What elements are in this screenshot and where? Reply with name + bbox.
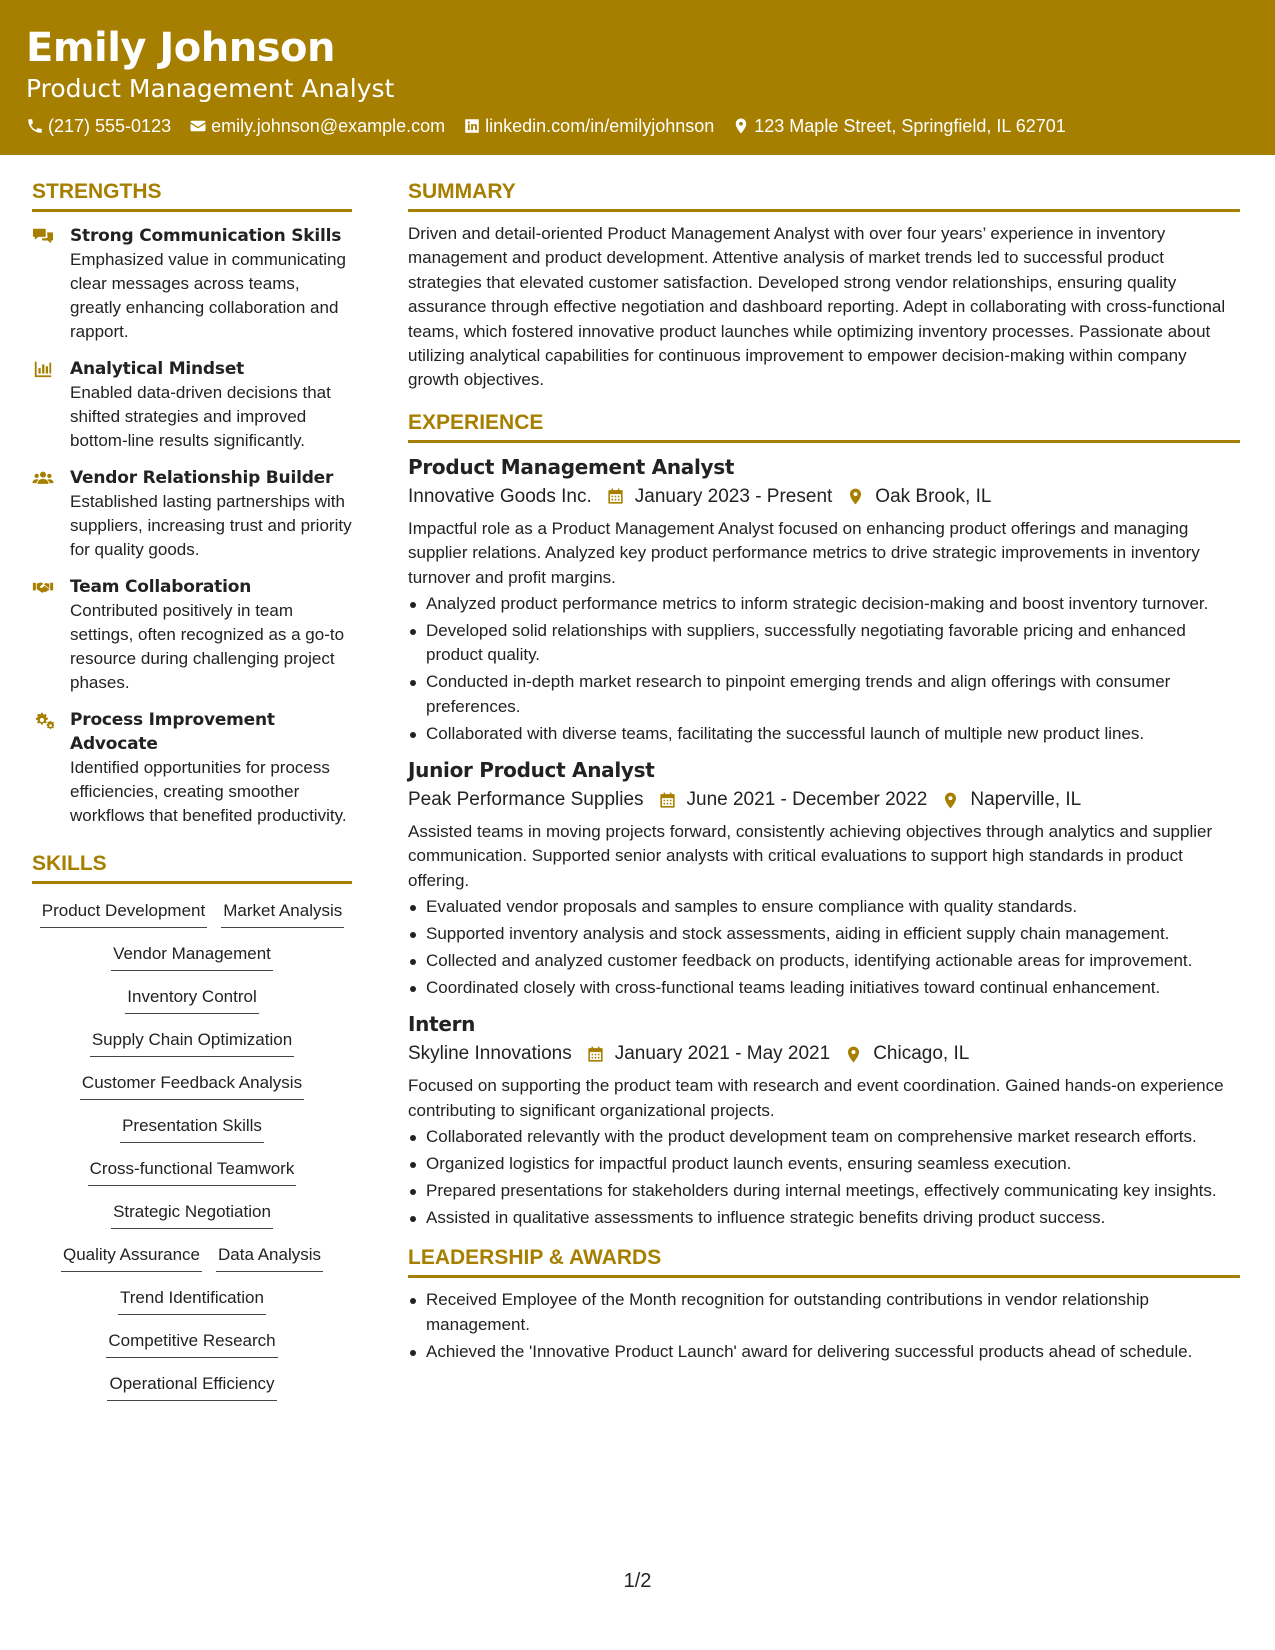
handshake-icon xyxy=(32,577,54,597)
skill-tag: Strategic Negotiation xyxy=(111,1200,273,1229)
chart-icon xyxy=(32,359,54,379)
job-description: Impactful role as a Product Management Analyst focused on enhancing product offerings and managing supplier relations. Analyzed key product performance metrics to drive strategic improvements in inventory turnover and profit margins. xyxy=(408,518,1200,587)
job-title: Product Management Analyst xyxy=(408,454,735,479)
skills-heading: SKILLS xyxy=(32,850,352,884)
map-pin-icon xyxy=(844,1045,863,1064)
job-meta xyxy=(408,483,1240,511)
summary-text: Driven and detail-oriented Product Management Analyst with over four years’ experience in inventory management and product development. Attentive analysis of market trends led to successful product strategies that elevated customer satisfaction. Developed strong vendor relationships, ensuring quality assurance through effective negotiation and dashboard reporting. Adept in collaborating with cross-functional teams, which fostered innovative product launches while optimizing inventory processes. Passionate about utilizing analytical capabilities for continuous improvement to empower decision-making within company growth objectives. xyxy=(408,224,1226,390)
users-icon xyxy=(32,468,54,488)
contact-email[interactable] xyxy=(189,114,445,138)
map-pin-icon xyxy=(846,487,865,506)
page-number: 1/2 xyxy=(623,1570,652,1592)
contact-phone[interactable] xyxy=(26,114,171,138)
strength-item xyxy=(32,466,352,562)
address-text: 123 Maple Street, Springfield, IL 62701 xyxy=(754,116,1066,136)
contact-linkedin[interactable] xyxy=(463,114,714,138)
skill-tag: Vendor Management xyxy=(111,942,273,971)
job-bullet: Prepared presentations for stakeholders during internal meetings, effectively communicating key insights. xyxy=(408,1179,1240,1203)
strength-item xyxy=(32,357,352,453)
job-bullet: Collaborated with diverse teams, facilitating the successful launch of multiple new product lines. xyxy=(408,722,1240,746)
left-column xyxy=(32,178,352,1410)
awards-list xyxy=(408,1288,1240,1364)
strength-title: Strong Communication Skills xyxy=(70,226,342,246)
job-bullet: Conducted in-depth market research to pinpoint emerging trends and align offerings with consumer preferences. xyxy=(408,670,1240,719)
job-location: Chicago, IL xyxy=(873,1043,970,1065)
strength-title: Vendor Relationship Builder xyxy=(70,468,334,488)
job-bullet: Supported inventory analysis and stock assessments, aiding in efficient supply chain management. xyxy=(408,922,1240,946)
job-bullets xyxy=(408,895,1240,1000)
strengths-heading: STRENGTHS xyxy=(32,178,352,212)
candidate-name: Emily Johnson xyxy=(26,25,336,71)
award-item: Achieved the 'Innovative Product Launch' award for delivering successful products ahead of schedule. xyxy=(408,1340,1240,1364)
strength-desc: Identified opportunities for process efficiencies, creating smoother workflows that benefited productivity. xyxy=(70,758,347,825)
strength-item xyxy=(32,575,352,695)
job-bullet: Evaluated vendor proposals and samples to ensure compliance with quality standards. xyxy=(408,895,1240,919)
strength-desc: Enabled data-driven decisions that shifted strategies and improved bottom-line results significantly. xyxy=(70,383,331,450)
job-entry xyxy=(408,756,1240,1000)
job-dates: June 2021 - December 2022 xyxy=(686,789,928,810)
strength-title: Analytical Mindset xyxy=(70,359,245,379)
comments-icon xyxy=(32,226,54,246)
skill-tag: Cross-functional Teamwork xyxy=(88,1157,297,1186)
skill-tag: Customer Feedback Analysis xyxy=(80,1071,304,1100)
job-bullets xyxy=(408,1125,1240,1230)
job-title: Junior Product Analyst xyxy=(408,758,655,782)
linkedin-text: linkedin.com/in/emilyjohnson xyxy=(485,116,715,136)
job-entry xyxy=(408,453,1240,746)
job-dates: January 2023 - Present xyxy=(634,485,833,507)
job-company: Peak Performance Supplies xyxy=(408,789,644,810)
map-pin-icon xyxy=(941,791,960,810)
strength-item xyxy=(32,224,352,344)
job-entry xyxy=(408,1010,1240,1230)
job-description: Assisted teams in moving projects forward, consistently achieving objectives through analytics and supplier communication. Supported senior analysts with critical evaluations to support high standards in product offering. xyxy=(408,822,1213,890)
email-text: emily.johnson@example.com xyxy=(211,116,446,136)
job-bullet: Organized logistics for impactful product launch events, ensuring seamless execution. xyxy=(408,1152,1240,1176)
skill-tag: Market Analysis xyxy=(221,899,344,928)
right-column xyxy=(408,178,1240,1367)
job-meta xyxy=(408,786,1240,814)
job-title: Intern xyxy=(408,1012,476,1037)
skill-tag: Operational Efficiency xyxy=(107,1372,276,1401)
experience-heading: EXPERIENCE xyxy=(408,409,1240,443)
strength-title: Process Improvement Advocate xyxy=(70,710,275,754)
job-bullet: Collaborated relevantly with the product development team on comprehensive market research efforts. xyxy=(408,1125,1240,1149)
job-bullet: Analyzed product performance metrics to inform strategic decision-making and boost inventory turnover. xyxy=(408,592,1240,616)
job-description: Focused on supporting the product team with research and event coordination. Gained hands-on experience contributing to significant organizational projects. xyxy=(408,1076,1224,1120)
linkedin-icon xyxy=(463,117,481,135)
job-company: Skyline Innovations xyxy=(408,1043,572,1065)
skill-tag: Trend Identification xyxy=(118,1286,266,1315)
skill-tag: Inventory Control xyxy=(125,985,258,1014)
job-bullet: Assisted in qualitative assessments to influence strategic benefits driving product success. xyxy=(408,1206,1240,1230)
skill-tag: Supply Chain Optimization xyxy=(90,1028,294,1057)
strength-title: Team Collaboration xyxy=(70,577,252,597)
envelope-icon xyxy=(189,117,207,135)
strength-desc: Established lasting partnerships with suppliers, increasing trust and priority for quality goods. xyxy=(70,492,352,559)
calendar-icon xyxy=(586,1045,605,1064)
job-company: Innovative Goods Inc. xyxy=(408,485,592,507)
strength-desc: Contributed positively in team settings, often recognized as a go-to resource during challenging project phases. xyxy=(70,601,345,692)
resume-header xyxy=(0,0,1275,155)
skill-tag: Data Analysis xyxy=(216,1243,323,1272)
phone-icon xyxy=(26,117,44,135)
candidate-role: Product Management Analyst xyxy=(26,74,395,103)
phone-text: (217) 555-0123 xyxy=(48,116,172,136)
map-pin-icon xyxy=(732,117,750,135)
summary-heading: SUMMARY xyxy=(408,178,1240,212)
contact-address xyxy=(732,114,1066,138)
job-bullet: Developed solid relationships with suppliers, successfully negotiating favorable pricing and enhanced product quality. xyxy=(408,619,1240,668)
skill-tag: Quality Assurance xyxy=(61,1243,202,1272)
job-dates: January 2021 - May 2021 xyxy=(614,1043,831,1065)
skill-tag: Competitive Research xyxy=(106,1329,277,1358)
strength-desc: Emphasized value in communicating clear messages across teams, greatly enhancing collaboration and rapport. xyxy=(70,250,346,341)
awards-heading: LEADERSHIP & AWARDS xyxy=(408,1244,1240,1278)
skill-tag: Product Development xyxy=(40,899,207,928)
job-bullet: Collected and analyzed customer feedback on products, identifying actionable areas for improvement. xyxy=(408,949,1240,973)
job-meta xyxy=(408,1040,1240,1068)
gears-icon xyxy=(32,710,54,730)
strength-item xyxy=(32,708,352,828)
contact-info xyxy=(26,114,1249,138)
calendar-icon xyxy=(658,791,677,810)
job-location: Naperville, IL xyxy=(970,789,1082,810)
job-bullet: Coordinated closely with cross-functional teams leading initiatives toward continual enhancement. xyxy=(408,976,1240,1000)
award-item: Received Employee of the Month recognition for outstanding contributions in vendor relationship management. xyxy=(408,1288,1240,1337)
skill-tag: Presentation Skills xyxy=(120,1114,264,1143)
calendar-icon xyxy=(606,487,625,506)
job-location: Oak Brook, IL xyxy=(875,485,992,507)
skills-list xyxy=(32,894,352,1410)
job-bullets xyxy=(408,592,1240,746)
